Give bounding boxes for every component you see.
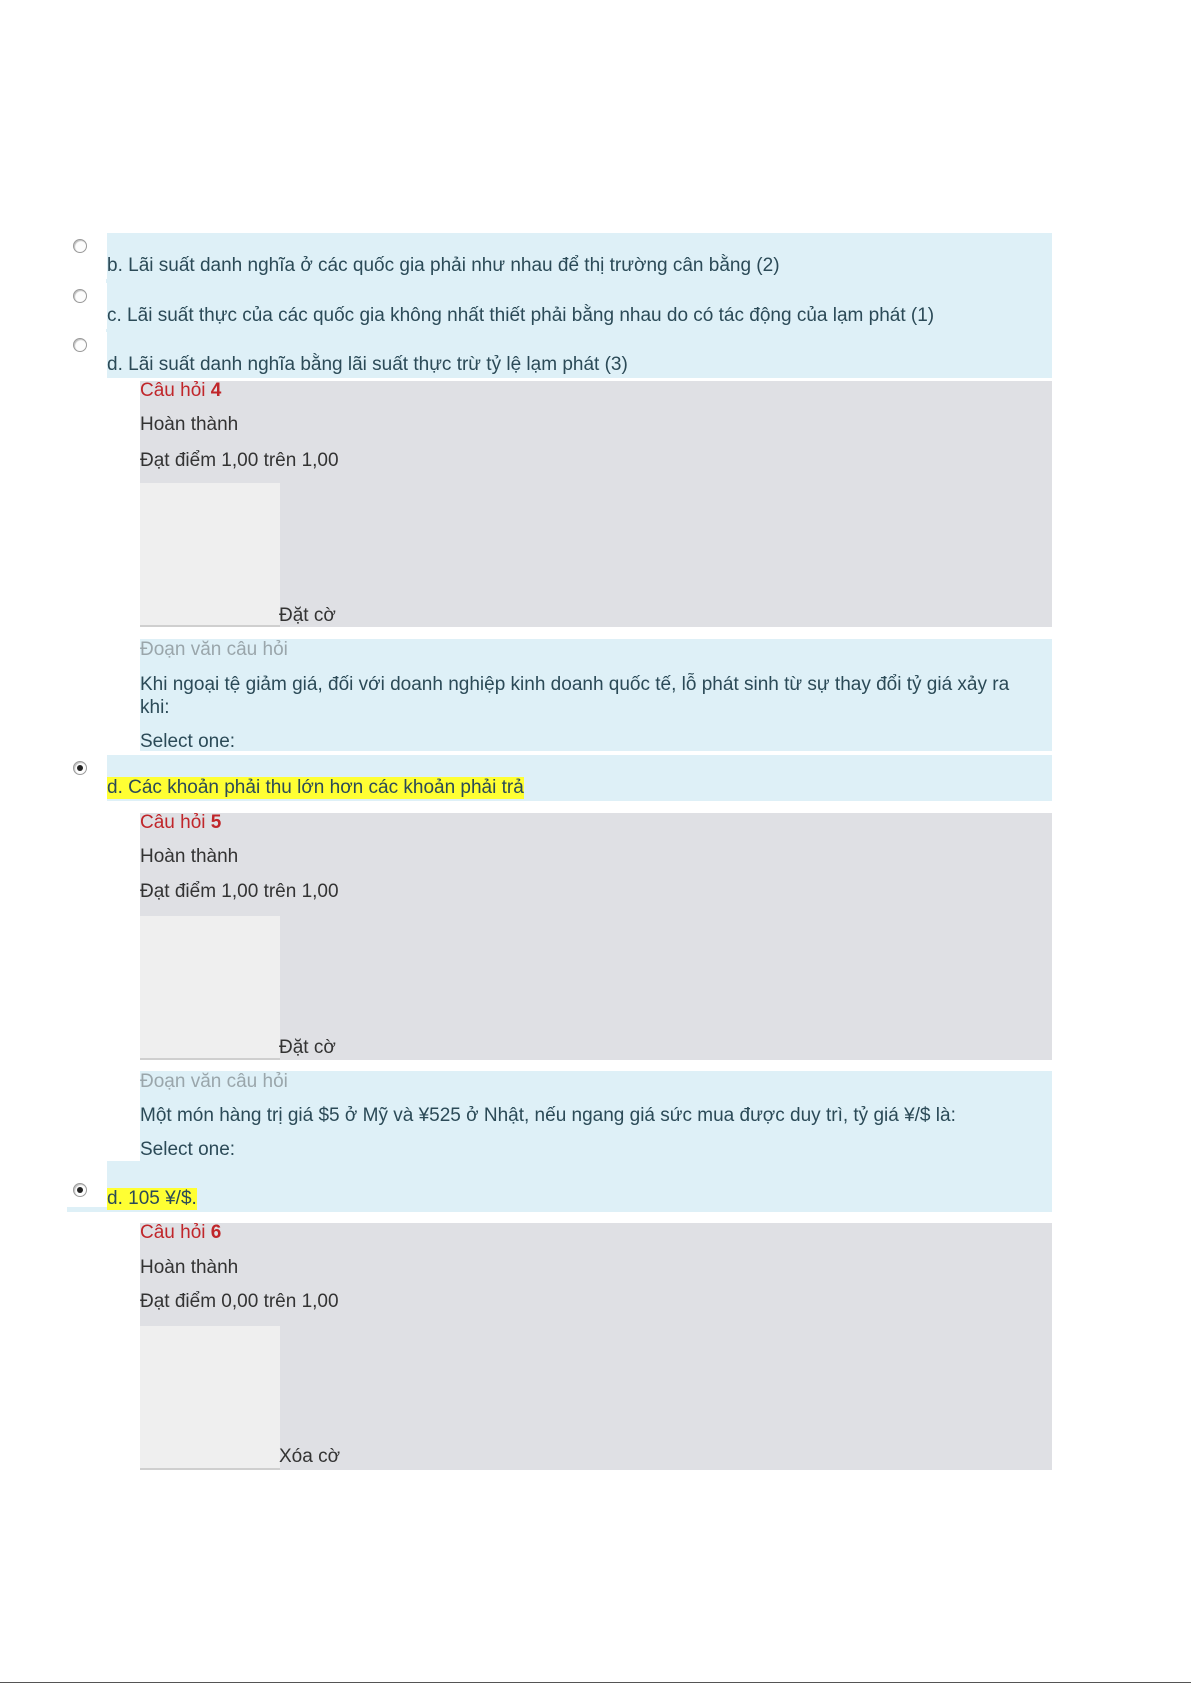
flag-icon[interactable] (140, 483, 280, 627)
question-grade: Đạt điểm 0,00 trên 1,00 (140, 1291, 339, 1312)
question-status: Hoàn thành (140, 846, 239, 867)
question-text-label: Đoạn văn câu hỏi (140, 639, 288, 660)
answer-option-label: b. Lãi suất danh nghĩa ở các quốc gia phải như nhau để thị trường cân bằng (2) (107, 255, 780, 276)
question-label-prefix: Câu hỏi (140, 812, 206, 833)
radio-button-checked[interactable] (73, 761, 87, 775)
flag-question-link[interactable]: Đặt cờ (279, 1037, 336, 1058)
select-one-prompt: Select one: (140, 1139, 236, 1160)
question-status: Hoàn thành (140, 414, 239, 435)
page-bottom-divider (0, 1682, 1191, 1683)
radio-cell (67, 283, 107, 329)
radio-cell (67, 755, 107, 801)
answer-option-selected[interactable] (67, 755, 1052, 801)
answer-option-b[interactable] (67, 233, 1052, 279)
selected-answer-label: d. 105 ¥/$. (107, 1188, 197, 1209)
question-number-value: 4 (210, 380, 222, 401)
radio-button[interactable] (73, 239, 87, 253)
radio-cell (67, 1161, 107, 1207)
question-label-prefix: Câu hỏi (140, 1222, 206, 1243)
question-number-value: 5 (210, 812, 222, 833)
question-grade: Đạt điểm 1,00 trên 1,00 (140, 450, 339, 471)
answer-option-label: c. Lãi suất thực của các quốc gia không nhất thiết phải bằng nhau do có tác động của lạm phát (1) (107, 305, 935, 326)
select-one-prompt: Select one: (140, 731, 236, 752)
question-grade: Đạt điểm 1,00 trên 1,00 (140, 881, 339, 902)
remove-flag-link[interactable]: Xóa cờ (279, 1446, 341, 1467)
radio-button-checked[interactable] (73, 1183, 87, 1197)
question-status: Hoàn thành (140, 1257, 239, 1278)
radio-button[interactable] (73, 289, 87, 303)
answer-option-d[interactable] (67, 332, 1052, 378)
question-label-prefix: Câu hỏi (140, 380, 206, 401)
radio-cell (67, 233, 107, 279)
flag-icon[interactable] (140, 1326, 280, 1470)
question-text: Khi ngoại tệ giảm giá, đối với doanh nghiệp kinh doanh quốc tế, lỗ phát sinh từ sự thay đổi tỷ giá xảy ra khi: (140, 674, 1010, 718)
question-number-value: 6 (210, 1222, 222, 1243)
question-text: Một món hàng trị giá $5 ở Mỹ và ¥525 ở Nhật, nếu ngang giá sức mua được duy trì, tỷ giá ¥/$ là: (140, 1105, 956, 1126)
answer-option-label: d. Lãi suất danh nghĩa bằng lãi suất thực trừ tỷ lệ lạm phát (3) (107, 354, 628, 375)
question-number (140, 1222, 221, 1244)
flag-question-link[interactable]: Đặt cờ (279, 605, 336, 626)
question-number (140, 812, 221, 834)
radio-cell (67, 332, 107, 378)
answer-option-c[interactable] (67, 283, 1052, 329)
answer-option-selected[interactable] (67, 1161, 1052, 1212)
selected-answer-label: d. Các khoản phải thu lớn hơn các khoản phải trả (107, 777, 524, 798)
radio-button[interactable] (73, 338, 87, 352)
flag-icon[interactable] (140, 916, 280, 1060)
question-text-label: Đoạn văn câu hỏi (140, 1071, 288, 1092)
question-number (140, 380, 221, 402)
